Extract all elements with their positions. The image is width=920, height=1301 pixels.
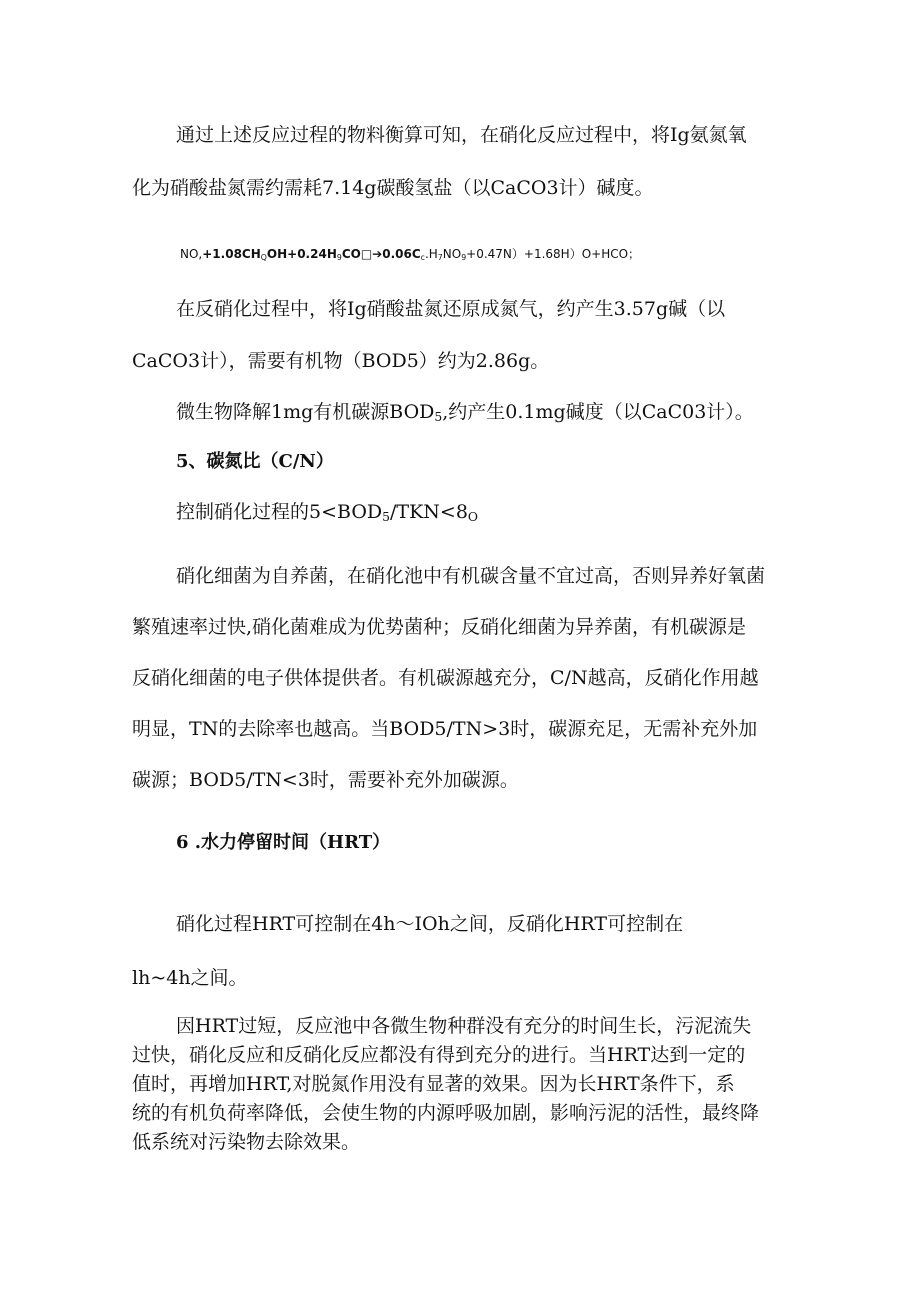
paragraph-hrt-effects	[132, 1012, 802, 1157]
equation-part: OH+0.24H	[266, 247, 337, 261]
paragraph-line: 硝化细菌为自养菌，在硝化池中有机碳含量不宜过高，否则异养好氧菌	[176, 565, 766, 587]
paragraph-line: 繁殖速率过快,硝化菌难成为优势菌种；反硝化细菌为异养菌，有机碳源是	[132, 616, 747, 638]
paragraph-bod-degradation	[176, 401, 754, 425]
text-run: 控制硝化过程的5<BOD	[176, 501, 383, 523]
paragraph-bod-tkn-control	[176, 501, 479, 525]
text-run: /TKN<8	[390, 501, 468, 523]
equation-subscript: Q	[260, 252, 267, 262]
paragraph-hrt-range-line1: 硝化过程HRT可控制在4h～IOh之间，反硝化HRT可控制在	[176, 913, 684, 935]
equation-subscript: 7	[437, 252, 443, 262]
paragraph-nitrification-alkalinity-line1: 通过上述反应过程的物料衡算可知，在硝化反应过程中，将Ig氨氮氧	[176, 124, 747, 146]
text-subscript: 5	[382, 510, 390, 525]
paragraph-line: 反硝化细菌的电子供体提供者。有机碳源越充分，C/N越高，反硝化作用越	[132, 667, 759, 689]
equation-part: CO□➔0.06C	[341, 247, 421, 261]
paragraph-line: 碳源；BOD5/TN<3时，需要补充外加碳源。	[132, 769, 519, 791]
equation-part: .H	[424, 247, 438, 261]
equation-subscript: 9	[461, 252, 467, 262]
paragraph-line: 低系统对污染物去除效果。	[132, 1131, 361, 1153]
equation-part: +1.08CH	[202, 247, 261, 261]
text-subscript: O	[467, 510, 479, 525]
paragraph-nitrification-alkalinity-line2: 化为硝酸盐氮需约需耗7.14g碳酸氢盐（以CaCO3计）碱度。	[132, 177, 654, 199]
paragraph-carbon-source	[132, 551, 802, 806]
paragraph-line: 明显，TN的去除率也越高。当BOD5/TN>3时，碳源充足，无需补充外加	[132, 718, 758, 740]
paragraph-denitrification-line2: CaCO3计），需要有机物（BOD5）约为2.86g。	[132, 350, 550, 372]
heading-hydraulic-retention-time: 6 .水力停留时间（HRT）	[176, 832, 391, 853]
paragraph-line: 因HRT过短，反应池中各微生物种群没有充分的时间生长，污泥流失	[176, 1015, 752, 1037]
text-subscript: 5	[434, 410, 443, 425]
paragraph-hrt-range-line2: lh~4h之间。	[132, 967, 248, 989]
equation-part: NO	[442, 247, 462, 261]
paragraph-line: 值时，再增加HRT,对脱氮作用没有显著的效果。因为长HRT条件下，系	[132, 1073, 735, 1095]
denitrification-equation	[180, 248, 640, 260]
heading-carbon-nitrogen-ratio: 5、碳氮比（C/N）	[176, 451, 334, 472]
equation-part: +0.47N）+1.68H）O+HCO；	[466, 247, 641, 261]
paragraph-line: 过快，硝化反应和反硝化反应都没有得到充分的进行。当HRT达到一定的	[132, 1044, 746, 1066]
text-run: 微生物降解1mg有机碳源BOD	[176, 401, 435, 423]
paragraph-line: 统的有机负荷率降低，会使生物的内源呼吸加剧，影响污泥的活性，最终降	[132, 1102, 760, 1124]
equation-part: NO,	[180, 247, 203, 261]
equation-subscript: 9	[336, 252, 342, 262]
text-run: ,约产生0.1mg碱度（以CaC03计）。	[442, 401, 754, 423]
paragraph-denitrification-line1: 在反硝化过程中，将Ig硝酸盐氮还原成氮气，约产生3.57g碱（以	[176, 298, 726, 320]
equation-subscript: c	[420, 252, 425, 262]
